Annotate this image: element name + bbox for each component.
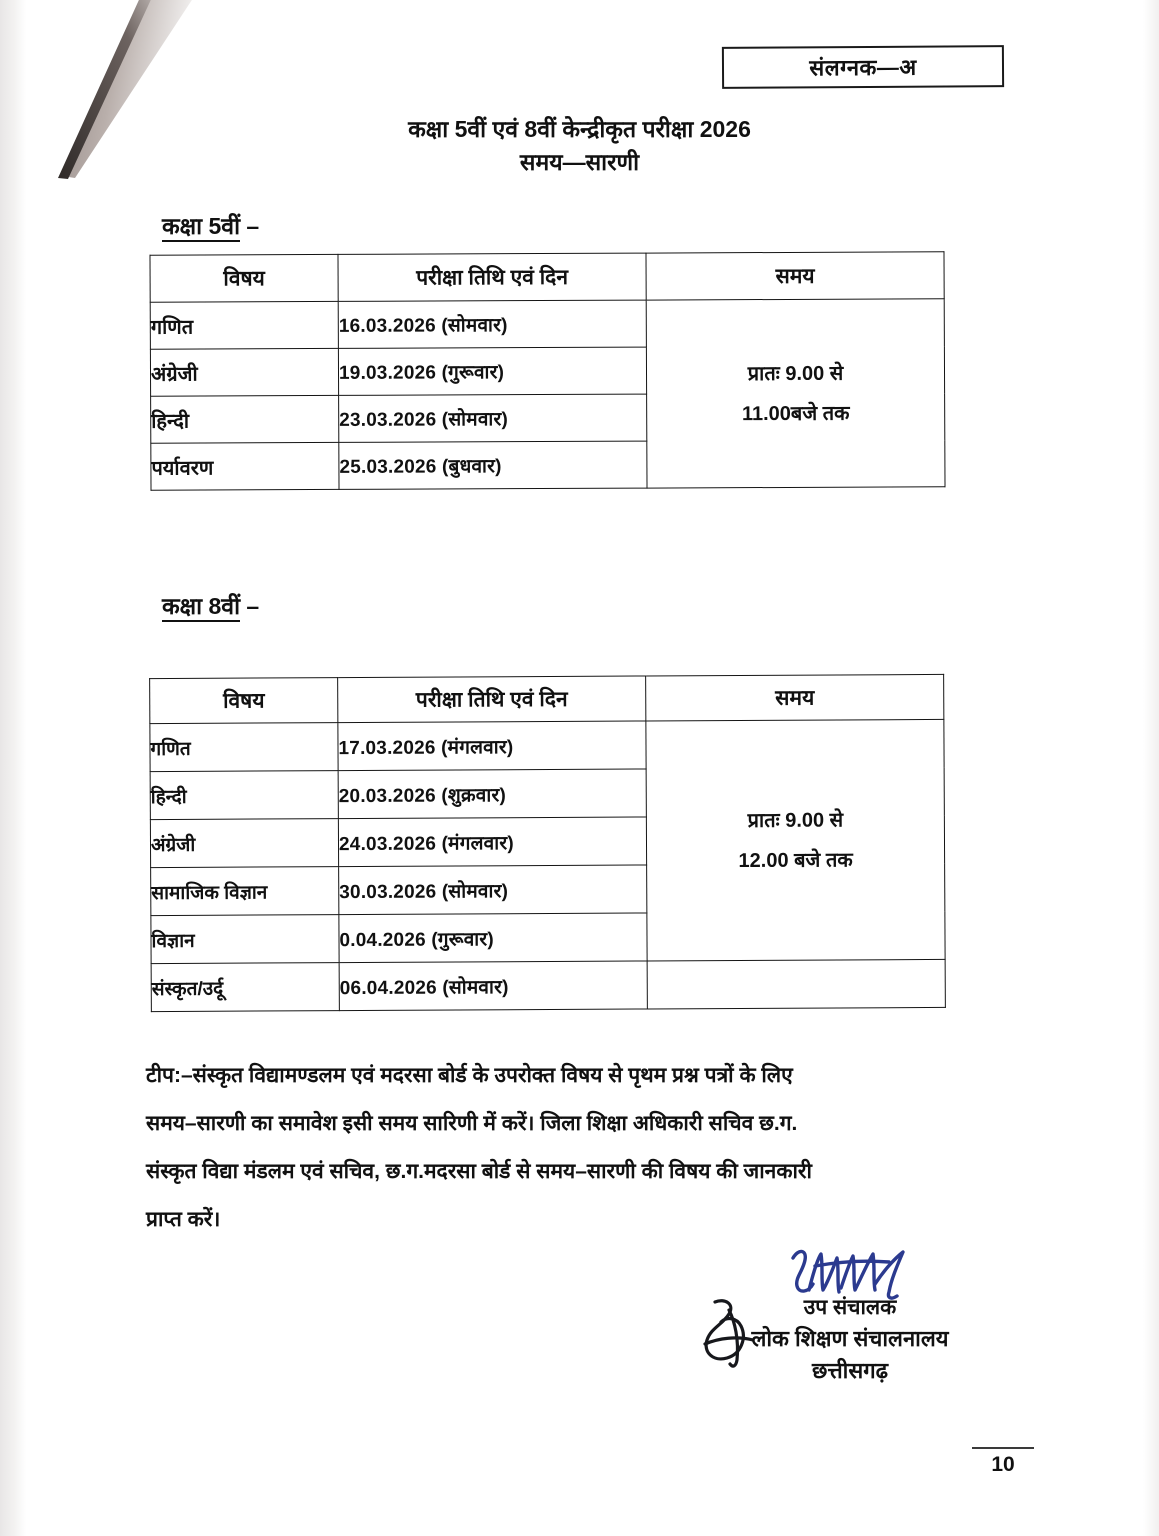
table-header-row: [150, 674, 944, 723]
page-number-block: [968, 1447, 1038, 1477]
cell-subject: हिन्दी: [150, 771, 338, 820]
time-line-2: 11.00बजे तक: [741, 402, 850, 425]
note-line-1: टीप:–संस्कृत विद्यामण्डलम एवं मदरसा बोर्ड के उपरोक्त विषय से पृथम प्रश्न पत्रों के लिए: [146, 1064, 793, 1087]
page-number: 10: [991, 1453, 1015, 1476]
signature-block: [690, 1246, 1010, 1387]
column-header-subject: विषय: [150, 678, 338, 724]
page-number-rule: [972, 1447, 1034, 1449]
section-heading-class-5-label: कक्षा 5वीं: [162, 213, 240, 242]
scan-right-margin: [1143, 0, 1159, 1536]
table-row: [150, 299, 944, 349]
cell-time-merged: [646, 719, 945, 961]
signature-designation: उप संचालक: [803, 1296, 897, 1319]
note-line-4: प्राप्त करें।: [146, 1207, 221, 1231]
title-line-1: कक्षा 5वीं एवं 8वीं केन्द्रीकृत परीक्षा 2026: [408, 116, 751, 142]
page-title: [0, 113, 1159, 180]
time-line-2: 12.00 बजे तक: [738, 848, 853, 872]
column-header-date: परीक्षा तिथि एवं दिन: [338, 676, 646, 723]
cell-date: 0.04.2026 (गुरूवार): [339, 913, 647, 963]
scan-left-margin: [0, 0, 26, 1536]
note-line-2: समय–सारणी का समावेश इसी समय सारिणी में करें। जिला शिक्षा अधिकारी सचिव छ.ग.: [146, 1111, 798, 1135]
cell-subject: गणित: [150, 723, 338, 772]
cell-date: 19.03.2026 (गुरूवार): [338, 347, 646, 395]
cell-time-merged: [646, 299, 945, 488]
cell-subject: विज्ञान: [151, 915, 339, 964]
timetable-class-8: [149, 674, 946, 1012]
signature-office: लोक शिक्षण संचालनालय: [751, 1326, 949, 1352]
cell-subject: सामाजिक विज्ञान: [151, 867, 339, 916]
column-header-time: समय: [646, 252, 944, 300]
note-line-3: संस्कृत विद्या मंडलम एवं सचिव, छ.ग.मदरसा बोर्ड से समय–सारणी की विषय की जानकारी: [146, 1159, 812, 1183]
column-header-subject: विषय: [150, 254, 338, 302]
annexure-label-text: संलग्नक—अ: [809, 54, 917, 81]
section-heading-class-5: [162, 209, 259, 241]
cell-subject: पर्यावरण: [151, 442, 339, 490]
column-header-time: समय: [646, 674, 944, 721]
title-line-2: समय—सारणी: [519, 149, 640, 176]
cell-subject: अंग्रेजी: [150, 819, 338, 868]
cell-subject: अंग्रेजी: [150, 348, 338, 396]
signature-state: छत्तीसगढ़: [812, 1358, 888, 1384]
cell-date: 30.03.2026 (सोमवार): [339, 865, 647, 915]
cell-date: 06.04.2026 (सोमवार): [339, 961, 647, 1011]
cell-subject: हिन्दी: [151, 395, 339, 443]
table-header-row: [150, 252, 944, 302]
time-line-1: प्रातः 9.00 से: [747, 362, 844, 385]
cell-subject: संस्कृत/उर्दू: [151, 963, 339, 1012]
table-row: [150, 719, 944, 771]
cell-date: 17.03.2026 (मंगलवार): [338, 721, 646, 771]
table-row: [151, 959, 945, 1011]
section-heading-class-8-label: कक्षा 8वीं: [162, 593, 240, 622]
cell-subject: गणित: [150, 301, 338, 349]
cell-time-empty: [647, 959, 945, 1009]
time-line-1: प्रातः 9.00 से: [747, 808, 844, 832]
column-header-date: परीक्षा तिथि एवं दिन: [338, 253, 646, 301]
cell-date: 16.03.2026 (सोमवार): [338, 300, 646, 348]
section-heading-class-8-dash: –: [240, 593, 260, 619]
section-heading-class-8: [162, 589, 259, 621]
cell-date: 23.03.2026 (सोमवार): [339, 394, 647, 442]
cell-date: 25.03.2026 (बुधवार): [339, 441, 647, 489]
cell-date: 20.03.2026 (शुक्रवार): [338, 769, 646, 819]
footer-note: [146, 1052, 976, 1244]
timetable-class-5: [149, 251, 945, 490]
cell-date: 24.03.2026 (मंगलवार): [338, 817, 646, 867]
section-heading-class-5-dash: –: [240, 213, 260, 239]
annexure-label-box: [722, 45, 1004, 89]
